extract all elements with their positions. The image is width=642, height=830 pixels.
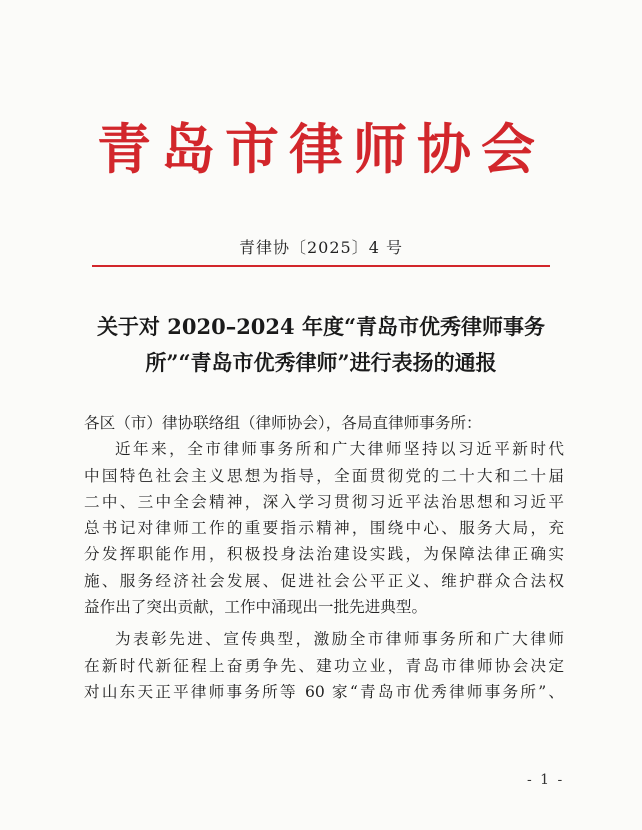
paragraph-1-line: 中国特色社会主义思想为指导，全面贯彻党的二十大和二十届 [84, 466, 564, 485]
paragraph-2-line: 对山东天正平律师事务所等 60 家“青岛市优秀律师事务所”、 [84, 682, 564, 701]
page-number: - 1 - [527, 772, 565, 788]
document-title [0, 309, 642, 381]
paragraph-1-line: 近年来，全市律师事务所和广大律师坚持以习近平新时代 [115, 440, 564, 459]
document-body [84, 410, 564, 705]
paragraph-1-line: 总书记对律师工作的重要指示精神，围绕中心、服务大局，充 [84, 519, 564, 538]
paragraph-2-line: 在新时代新征程上奋勇争先、建功立业，青岛市律师协会决定 [84, 656, 564, 675]
paragraph-1-line: 施、服务经济社会发展、促进社会公平正义、维护群众合法权 [84, 571, 564, 590]
paragraph-1-line: 分发挥职能作用，积极投身法治建设实践，为保障法律正确实 [84, 545, 564, 564]
title-line-2: 所”“青岛市优秀律师”进行表扬的通报 [145, 350, 497, 375]
paragraph-1-line: 二中、三中全会精神，深入学习贯彻习近平法治思想和习近平 [84, 492, 564, 511]
title-line-1: 关于对 2020–2024 年度“青岛市优秀律师事务 [96, 314, 546, 339]
organization-header: 青岛市律师协会 [97, 118, 545, 181]
red-divider-line [92, 265, 550, 267]
document-number: 青律协〔2025〕4 号 [239, 238, 403, 257]
salutation: 各区（市）律协联络组（律师协会），各局直律师事务所： [84, 414, 482, 432]
paragraph-2-line: 为表彰先进、宣传典型，激励全市律师事务所和广大律师 [115, 630, 564, 649]
paragraph-1-line: 益作出了突出贡献，工作中涌现出一批先进典型。 [84, 598, 428, 617]
